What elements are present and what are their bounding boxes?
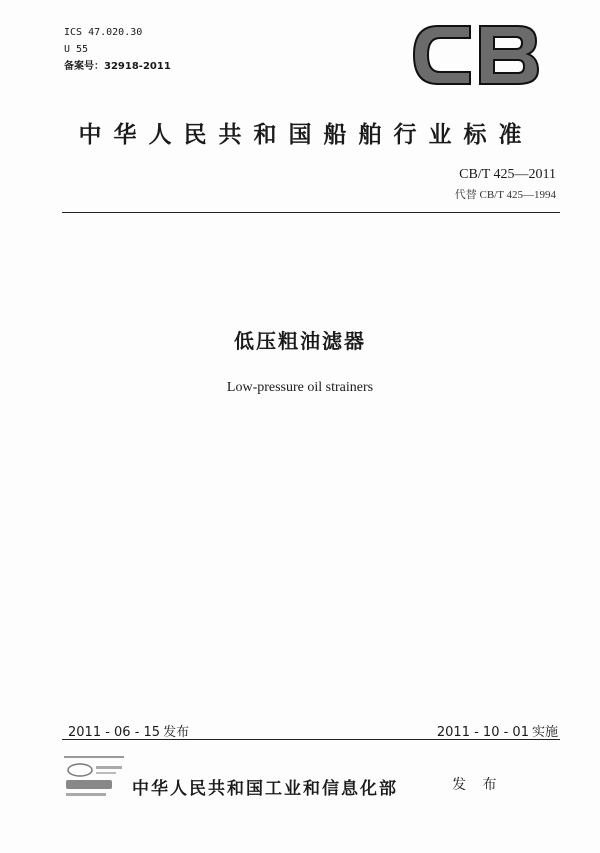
issue-date-block — [68, 721, 189, 740]
ics-code: ICS 47.020.30 — [64, 27, 143, 38]
issue-label: 发布 — [163, 725, 190, 740]
cb-logo-icon — [408, 20, 544, 90]
replaces-code: 代替 CB/T 425—1994 — [454, 189, 556, 201]
effective-date: 2011 - 10 - 01 — [436, 725, 529, 740]
standard-code: CB/T 425—2011 — [459, 167, 556, 182]
effective-label: 实施 — [531, 725, 558, 740]
record-number: 备案号：32918-2011 — [64, 61, 171, 72]
bottom-divider — [62, 739, 560, 740]
document-title-cn: 低压粗油滤器 — [234, 329, 366, 353]
distributor-stamp-icon — [62, 752, 128, 800]
effective-date-block — [437, 721, 558, 740]
issue-date: 2011 - 06 - 15 — [68, 725, 161, 740]
standard-code-block — [455, 167, 556, 202]
classification-code: U 55 — [64, 44, 89, 55]
main-title: 中华人民共和国船舶行业标准 — [78, 122, 534, 148]
publish-action: 发 布 — [452, 777, 503, 793]
publisher-name: 中华人民共和国工业和信息化部 — [132, 779, 398, 799]
classification-block — [64, 24, 171, 75]
top-divider — [62, 212, 560, 213]
document-title-en: Low-pressure oil strainers — [226, 380, 374, 395]
